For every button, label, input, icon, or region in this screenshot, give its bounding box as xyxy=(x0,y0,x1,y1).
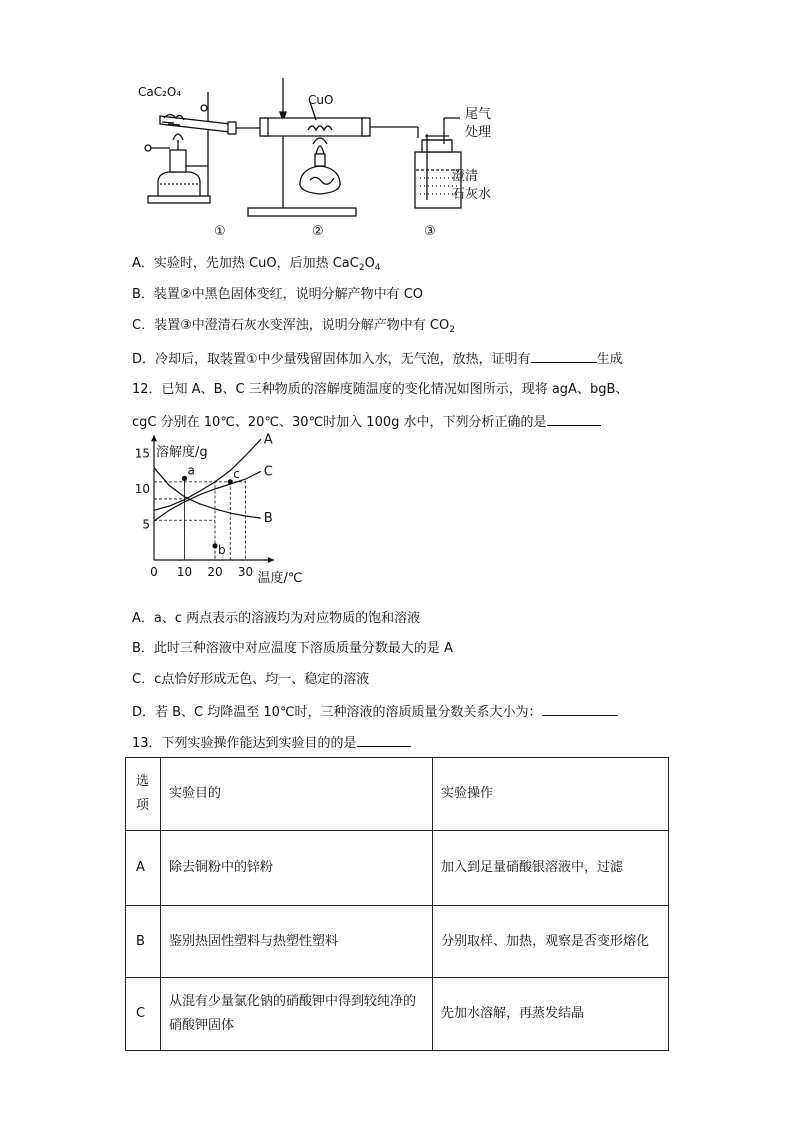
q11-option-c xyxy=(132,317,455,335)
x-tick-label: 10 xyxy=(176,565,193,579)
x-axis-arrow xyxy=(268,557,274,563)
row-option: C xyxy=(126,978,161,1051)
series-c-label: C xyxy=(263,464,273,480)
series-b-label: B xyxy=(263,511,273,527)
x-axis-label: 温度/℃ xyxy=(257,571,303,586)
y-tick-label: 10 xyxy=(134,482,150,496)
q12-option-d xyxy=(132,702,618,722)
solubility-chart xyxy=(130,432,303,588)
series-a-label: A xyxy=(263,432,273,448)
x-tick-label: 0 xyxy=(150,565,158,579)
point-a-label: a xyxy=(187,463,195,478)
q11-option-c-sub: 2 xyxy=(449,325,455,335)
reagent-label: CaC₂O₄ xyxy=(138,85,182,99)
q11-option-a-text: A．实验时，先加热 CuO，后加热 CaC xyxy=(132,256,359,271)
row-operation: 分别取样、加热，观察是否变形熔化 xyxy=(433,906,669,978)
row-option: A xyxy=(126,831,161,906)
tail-gas-label-1: 尾气 xyxy=(465,107,492,122)
table-row xyxy=(126,906,669,978)
y-tick-label: 15 xyxy=(134,446,150,461)
series-c-line xyxy=(154,471,261,521)
table-row xyxy=(126,831,669,906)
q12-answer-blank[interactable] xyxy=(547,412,601,426)
q11-answer-blank[interactable] xyxy=(531,349,597,363)
row-goal: 鉴别热固性塑料与热塑性塑料 xyxy=(161,906,433,978)
point-a xyxy=(182,476,187,481)
q12-stem-line2 xyxy=(132,412,601,432)
limewater-label-1: 澄清 xyxy=(452,169,479,184)
q12-stem-line1: 12．已知 A、B、C 三种物质的溶解度随温度的变化情况如图所示，现将 agA、bgB、 xyxy=(132,382,629,397)
header-goal: 实验目的 xyxy=(161,758,433,831)
point-c xyxy=(228,479,233,484)
row-operation: 加入到足量硝酸银溶液中，过滤 xyxy=(433,831,669,906)
table-row xyxy=(126,978,669,1051)
y-axis-arrow xyxy=(151,435,157,441)
device-number-2: ② xyxy=(312,224,324,239)
q11-option-b: B．装置②中黑色固体变红，说明分解产物中有 CO xyxy=(132,287,424,302)
apparatus-figure xyxy=(130,78,510,240)
limewater-label-2: 石灰水 xyxy=(452,187,492,202)
row-operation: 先加水溶解，再蒸发结晶 xyxy=(433,978,669,1051)
q11-option-d-pre: D．冷却后，取装置①中少量残留固体加入水，无气泡，放热，证明有 xyxy=(132,352,531,367)
row-goal: 从混有少量氯化钠的硝酸钾中得到较纯净的硝酸钾固体 xyxy=(161,978,433,1051)
device-number-3: ③ xyxy=(424,224,436,239)
y-axis-label: 溶解度/g xyxy=(156,445,208,460)
q13-stem xyxy=(132,733,411,753)
q11-option-d-post: 生成 xyxy=(596,352,623,367)
point-c-label: c xyxy=(233,466,240,481)
q11-option-c-text: C．装置③中澄清石灰水变浑浊，说明分解产物中有 CO xyxy=(132,318,450,333)
q11-option-a-mid: O xyxy=(364,256,375,271)
point-b xyxy=(212,543,217,548)
cuo-label: CuO xyxy=(308,93,334,107)
point-b-label: b xyxy=(218,542,226,557)
q11-option-d xyxy=(132,349,623,369)
q12-option-a: A．a、c 两点表示的溶液均为对应物质的饱和溶液 xyxy=(132,611,421,626)
row-goal: 除去铜粉中的锌粉 xyxy=(161,831,433,906)
table-header-row xyxy=(126,758,669,831)
q11-option-a-sub1: 2 xyxy=(358,263,365,273)
q13-stem-text: 13．下列实验操作能达到实验目的的是 xyxy=(132,736,357,751)
header-option: 选项 xyxy=(126,758,161,831)
x-tick-label: 30 xyxy=(237,565,254,579)
q13-table xyxy=(125,757,669,1051)
q12-option-d-text: D．若 B、C 均降温至 10℃时，三种溶液的溶质质量分数关系大小为： xyxy=(132,705,542,720)
header-operation: 实验操作 xyxy=(433,758,669,831)
x-tick-label: 20 xyxy=(207,565,223,579)
q11-option-a xyxy=(132,255,381,273)
q12-option-d-blank[interactable] xyxy=(542,702,618,716)
device-number-1: ① xyxy=(214,224,226,239)
row-option: B xyxy=(126,906,161,978)
tail-gas-label-2: 处理 xyxy=(465,125,492,140)
q12-option-c: C．c点恰好形成无色、均一、稳定的溶液 xyxy=(132,672,370,687)
y-tick-label: 5 xyxy=(142,517,150,532)
q12-stem-line2-text: cgC 分别在 10℃、20℃、30℃时加入 100g 水中，下列分析正确的是 xyxy=(132,415,547,430)
q12-option-b: B．此时三种溶液中对应温度下溶质质量分数最大的是 A xyxy=(132,641,453,656)
q11-option-a-sub2: 4 xyxy=(374,263,381,273)
q13-answer-blank[interactable] xyxy=(357,733,411,747)
